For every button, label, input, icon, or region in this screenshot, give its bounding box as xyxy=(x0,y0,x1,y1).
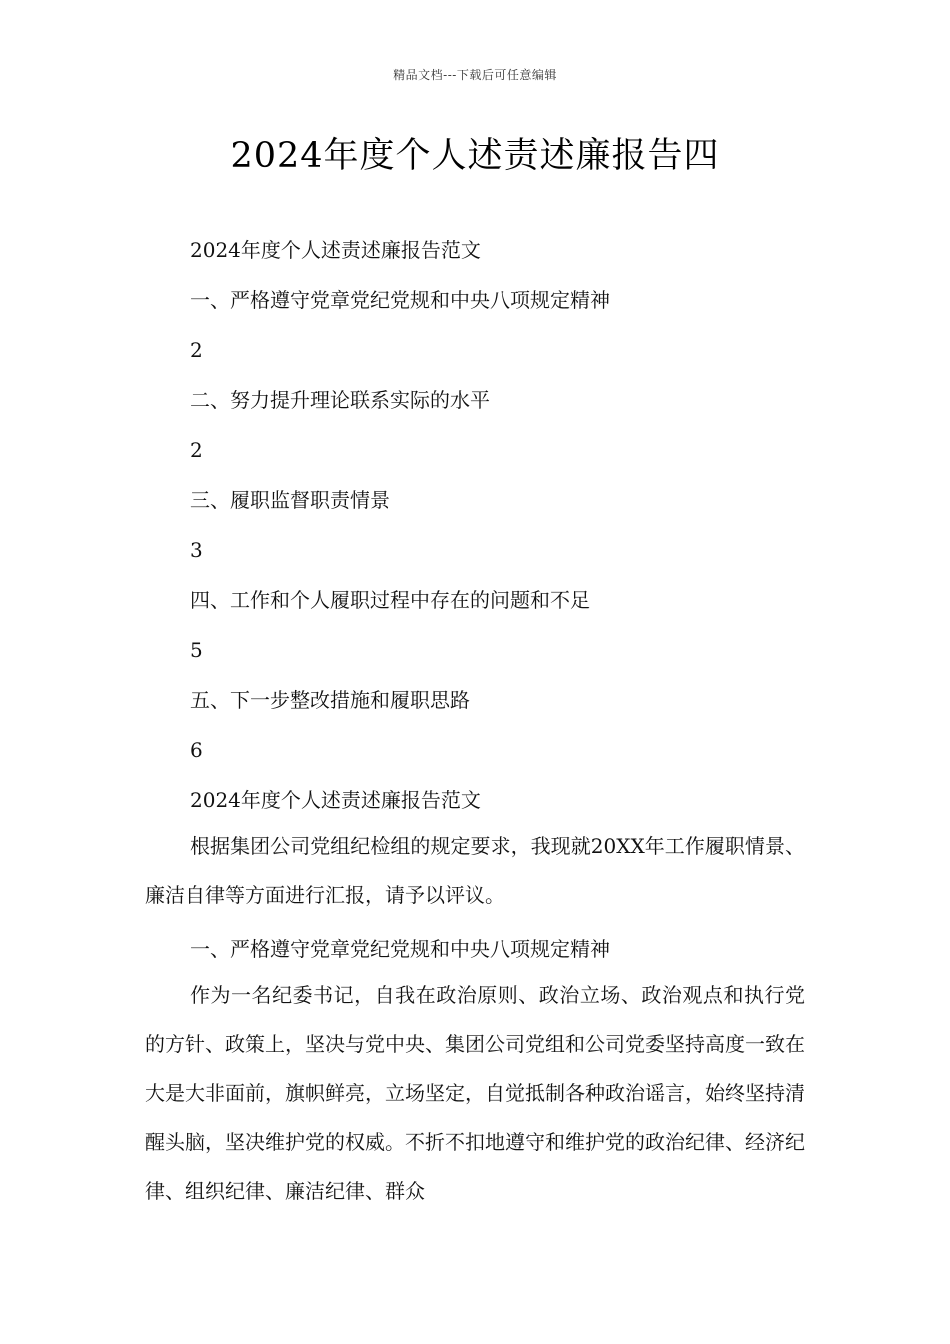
toc-entry: 一、严格遵守党章党纪党规和中央八项规定精神 xyxy=(190,288,610,312)
toc-entry: 五、下一步整改措施和履职思路 xyxy=(190,688,470,712)
document-title: 2024年度个人述责述廉报告四 xyxy=(230,136,720,176)
toc-entry: 二、努力提升理论联系实际的水平 xyxy=(190,388,490,412)
section-heading: 2024年度个人述责述廉报告范文 xyxy=(190,788,481,812)
intro-paragraph: 根据集团公司党组纪检组的规定要求，我现就20XX年工作履职情景、廉洁自律等方面进行汇报，请予以评议。 xyxy=(145,834,805,907)
toc-page-number: 5 xyxy=(190,638,203,662)
toc-entry: 四、工作和个人履职过程中存在的问题和不足 xyxy=(190,588,590,612)
toc-entry: 2024年度个人述责述廉报告范文 xyxy=(190,238,481,262)
toc-page-number: 6 xyxy=(190,738,203,762)
toc-page-number: 2 xyxy=(190,338,203,362)
page-header-note: 精品文档---下载后可任意编辑 xyxy=(393,68,557,82)
section-heading: 一、严格遵守党章党纪党规和中央八项规定精神 xyxy=(190,937,610,961)
toc-page-number: 2 xyxy=(190,438,203,462)
body-paragraph: 作为一名纪委书记，自我在政治原则、政治立场、政治观点和执行党的方针、政策上，坚决与党中央、集团公司党组和公司党委坚持高度一致在大是大非面前，旗帜鲜亮，立场坚定，自觉抵制各种政治谣言，始终坚持清醒头脑，坚决维护党的权威。不折不扣地遵守和维护党的政治纪律、经济纪律、组织纪律、廉洁纪律、群众 xyxy=(145,983,805,1203)
toc-page-number: 3 xyxy=(190,538,203,562)
toc-entry: 三、履职监督职责情景 xyxy=(190,488,390,512)
